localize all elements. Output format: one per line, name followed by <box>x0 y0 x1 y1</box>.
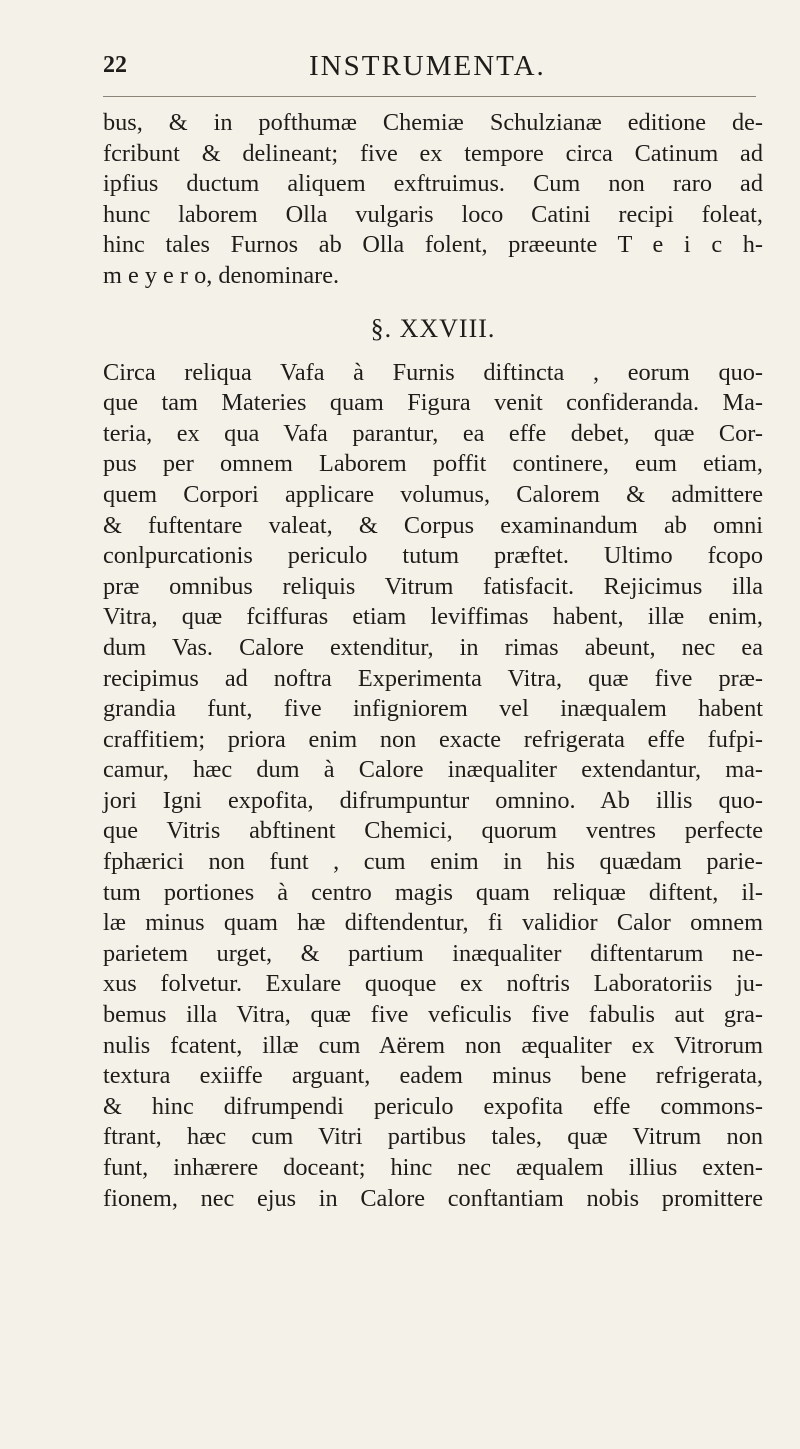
text-line: craffitiem; priora enim non exacte refrigerata effe fufpi- <box>103 725 763 753</box>
paragraph-2 <box>103 358 763 1215</box>
text-line: hinc tales Furnos ab Olla folent, præeunte T e i c h- <box>103 231 763 259</box>
text-line: Circa reliqua Vafa à Furnis diftincta , eorum quo- <box>103 358 763 386</box>
text-line: dum Vas. Calore extenditur, in rimas abeunt, nec ea <box>103 633 763 661</box>
text-line: parietem urget, & partium inæqualiter diftentarum ne- <box>103 939 763 967</box>
text-line: bus, & in pofthumæ Chemiæ Schulzianæ editione de- <box>103 109 763 136</box>
text-line: m e y e r o, denominare. <box>103 261 340 289</box>
text-line: ftrant, hæc cum Vitri partibus tales, quæ Vitrum non <box>103 1123 763 1151</box>
paragraph-1 <box>103 108 763 292</box>
text-line: fcribunt & delineant; five ex tempore circa Catinum ad <box>103 139 763 167</box>
text-line: recipimus ad noftra Experimenta Vitra, quæ five præ- <box>103 664 763 692</box>
page-header <box>103 52 756 92</box>
text-line: camur, hæc dum à Calore inæqualiter extendantur, ma- <box>103 756 763 784</box>
running-head: INSTRUMENTA. <box>309 50 546 82</box>
text-line: fphærici non funt , cum enim in his quædam parie- <box>103 848 763 876</box>
section-heading: §. XXVIII. <box>370 313 496 343</box>
text-line: ipfius ductum aliquem exftruimus. Cum non raro ad <box>103 170 763 198</box>
text-line: & hinc difrumpendi periculo expofita effe commons- <box>103 1092 763 1120</box>
text-line: bemus illa Vitra, quæ five veficulis five fabulis aut gra- <box>103 1001 763 1029</box>
text-line: fionem, nec ejus in Calore conftantiam nobis promittere <box>103 1184 763 1212</box>
page-number: 22 <box>103 52 127 78</box>
header-rule <box>103 96 756 97</box>
text-line: hunc laborem Olla vulgaris loco Catini recipi foleat, <box>103 200 763 228</box>
text-line: nulis fcatent, illæ cum Aërem non æqualiter ex Vitrorum <box>103 1031 763 1059</box>
text-line: quem Corpori applicare volumus, Calorem & admittere <box>103 480 763 508</box>
text-line: que tam Materies quam Figura venit confideranda. Ma- <box>103 389 763 417</box>
text-line: conlpurcationis periculo tutum præftet. Ultimo fcopo <box>103 542 763 570</box>
text-line: teria, ex qua Vafa parantur, ea effe debet, quæ Cor- <box>103 419 763 447</box>
text-line: grandia funt, five infigniorem vel inæqualem habent <box>103 695 763 723</box>
text-line: præ omnibus reliquis Vitrum fatisfacit. Rejicimus illa <box>103 572 763 600</box>
text-line: xus folvetur. Exulare quoque ex noftris Laboratoriis ju- <box>103 970 763 998</box>
text-line: tum portiones à centro magis quam reliquæ diftent, il- <box>103 878 763 906</box>
text-line: jori Igni expofita, difrumpuntur omnino. Ab illis quo- <box>103 786 763 814</box>
text-line: textura exiiffe arguant, eadem minus bene refrigerata, <box>103 1062 763 1090</box>
text-line: pus per omnem Laborem poffit continere, eum etiam, <box>103 450 763 478</box>
text-line: funt, inhærere doceant; hinc nec æqualem illius exten- <box>103 1154 763 1181</box>
body-text <box>103 108 763 1214</box>
text-line: Vitra, quæ fciffuras etiam leviffimas habent, illæ enim, <box>103 603 763 631</box>
text-line: & fuftentare valeat, & Corpus examinandum ab omni <box>103 511 763 539</box>
text-line: que Vitris abftinent Chemici, quorum ventres perfecte <box>103 817 763 845</box>
text-line: læ minus quam hæ diftendentur, fi validior Calor omnem <box>103 909 763 937</box>
